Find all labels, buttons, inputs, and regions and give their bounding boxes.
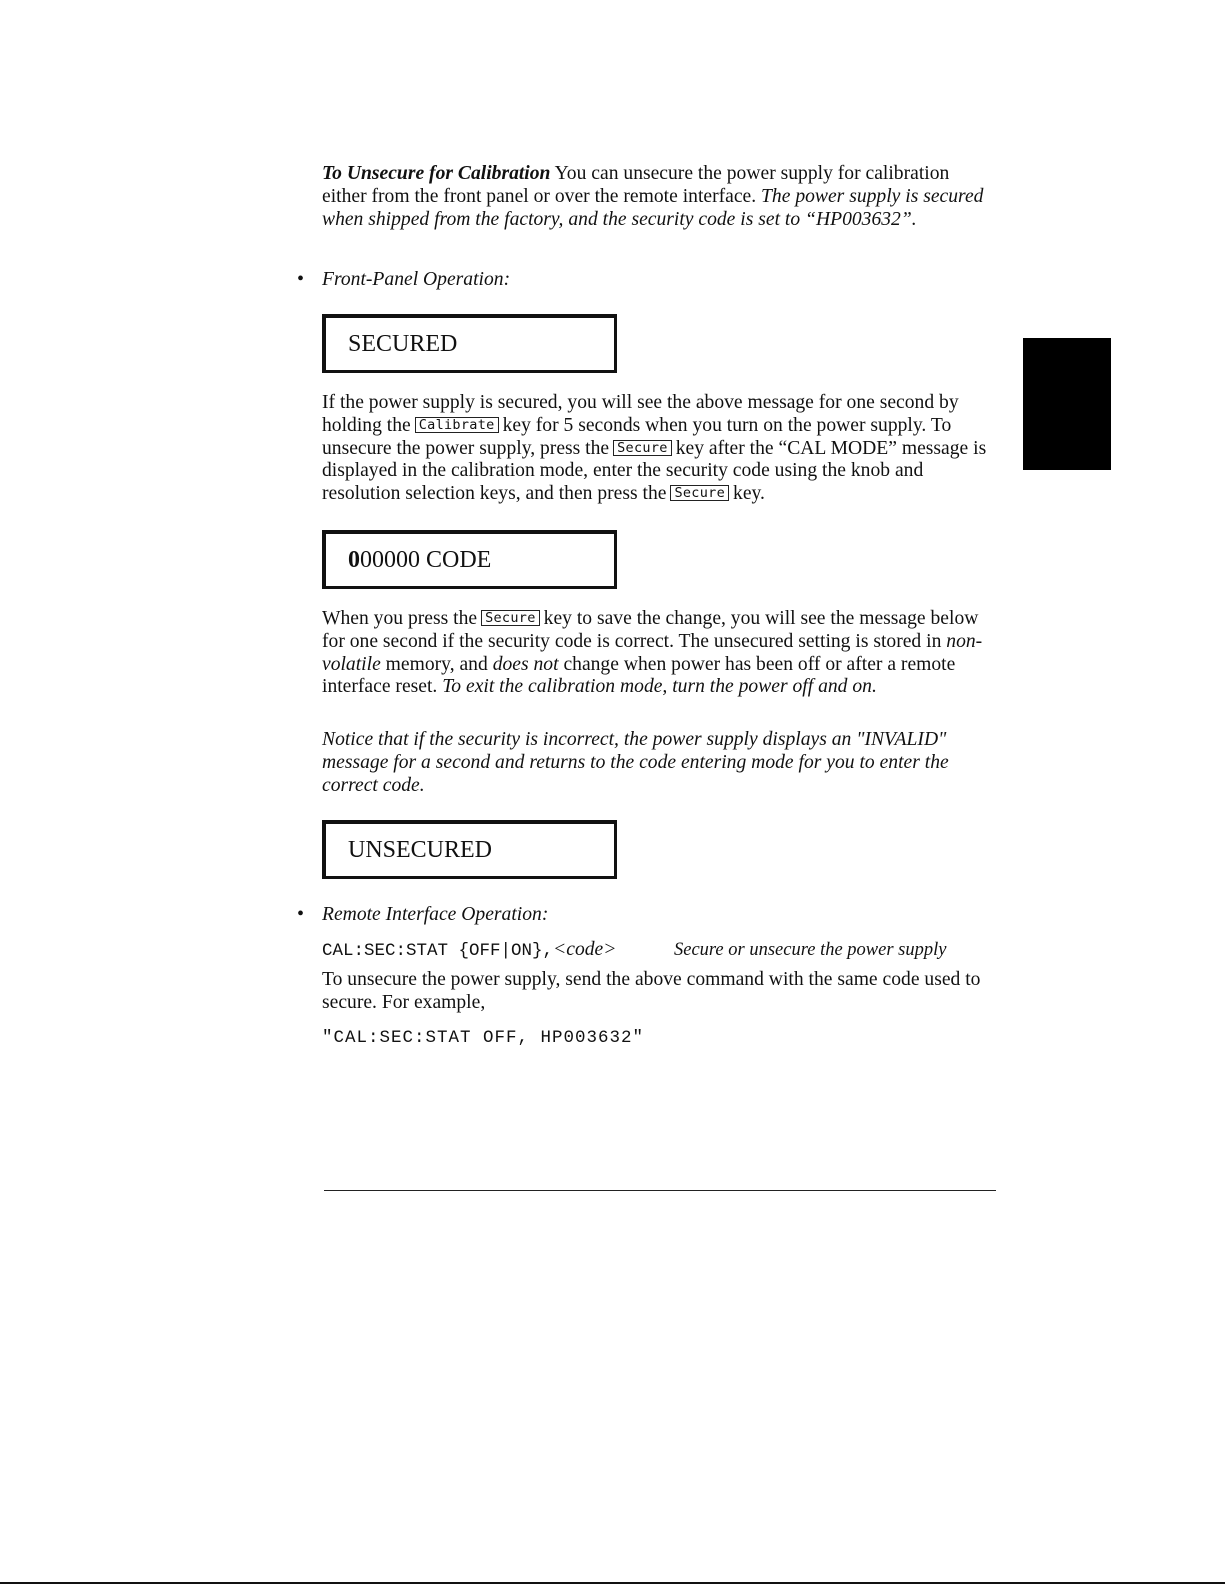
command-description: Secure or unsecure the power supply [674, 940, 947, 960]
display-code [322, 530, 617, 589]
save-paragraph: When you press the Secure key to save the change, you will see the message below for one second if the security code is correct. The unsecured setting is stored in non-volatile memory, and does not change when power has been off or after a remote interface reset. To exit the calibration mode, turn the power off and on. [322, 608, 983, 698]
footer-rule [324, 1190, 996, 1191]
command-line [322, 939, 990, 963]
code-digits: 00000 CODE [360, 547, 492, 573]
section-heading: To Unsecure for Calibration [322, 163, 551, 184]
display-unsecured: UNSECURED [322, 820, 617, 879]
bullet-front-panel: • [297, 268, 305, 290]
display-secured: SECURED [322, 314, 617, 373]
example-command: "CAL:SEC:STAT OFF, HP003632" [322, 1028, 645, 1048]
code-cursor-digit: 0 [348, 547, 360, 573]
command-parameter: <code> [553, 939, 617, 960]
remote-paragraph: To unsecure the power supply, send the above command with the same code used to secure. For example, [322, 969, 981, 1013]
notice-paragraph: Notice that if the security is incorrect, the power supply displays an "INVALID" message for a second and returns to the code entering mode for you to enter the correct code. [322, 729, 949, 796]
scpi-command: CAL:SEC:STAT {OFF|ON}, [322, 941, 554, 961]
chapter-thumb-tab [1023, 338, 1111, 470]
intro-text: You can unsecure the power supply for calibration either from the front panel or over the remote interface. [322, 163, 950, 207]
secure-key: Secure [670, 485, 729, 501]
secured-paragraph: If the power supply is secured, you will see the above message for one second by holding the Calibrate key for 5 seconds when you turn on the power supply. To unsecure the power supply, press the Secure key after the “CAL MODE” message is displayed in the calibration mode, enter the security code using the knob and resolution selection keys, and then press the Secure key. [322, 392, 987, 505]
secure-key: Secure [613, 440, 672, 456]
remote-label: Remote Interface Operation: [322, 904, 549, 925]
page-bottom-edge [0, 1582, 1225, 1584]
front-panel-label: Front-Panel Operation: [322, 269, 511, 290]
intro-note: The power supply is secured when shipped from the factory, and the security code is set to “HP003632”. [322, 185, 984, 230]
bullet-remote: • [297, 903, 305, 925]
calibrate-key: Calibrate [415, 417, 499, 433]
intro-paragraph [322, 163, 990, 231]
secure-key: Secure [481, 610, 540, 626]
